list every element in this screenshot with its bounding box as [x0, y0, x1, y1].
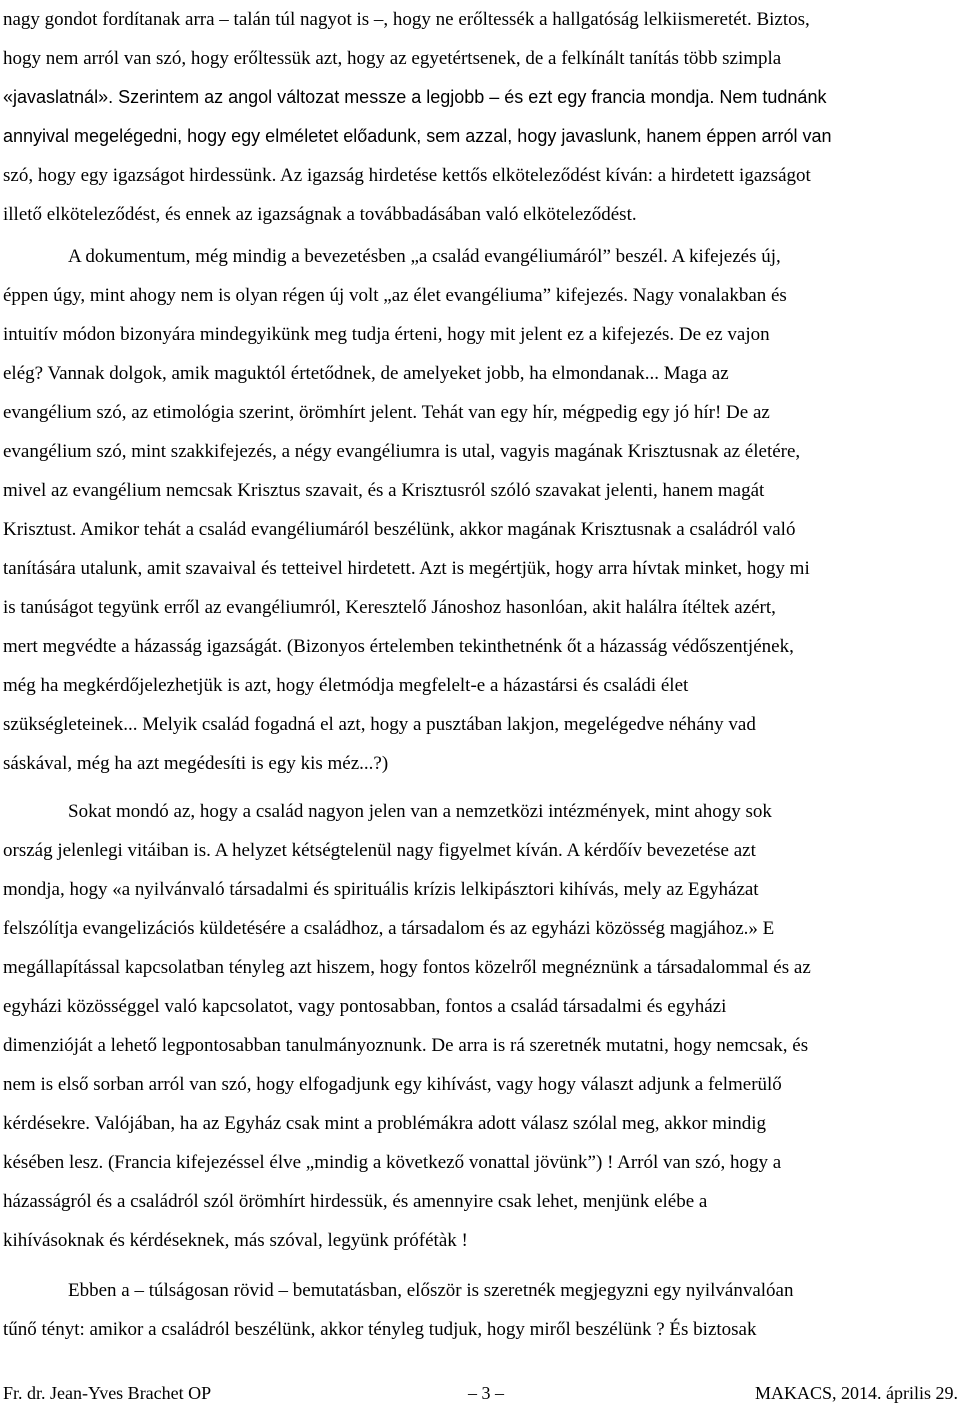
text-line: evangélium szó, mint szakkifejezés, a négy evangéliumra is utal, vagyis magának Krisztusnak az életére,: [3, 441, 801, 462]
text-line: házasságról és a családról szól örömhírt hirdessük, és amennyire csak lehet, menjünk elébe a: [3, 1191, 708, 1212]
footer-author: Fr. dr. Jean-Yves Brachet OP: [3, 1383, 212, 1403]
text-line: késében lesz. (Francia kifejezéssel élve „mindig a következő vonattal jövünk”) ! Arról van szó, hogy a: [3, 1152, 782, 1173]
text-line: kérdésekre. Valójában, ha az Egyház csak mint a problémákra adott válasz szólal meg, akkor mindig: [3, 1113, 767, 1134]
text-line: Ebben a – túlságosan rövid – bemutatásban, először is szeretnék megjegyzni egy nyilvánvalóan: [68, 1280, 794, 1301]
text-line: hogy nem arról van szó, hogy erőltessük azt, hogy az egyetértsenek, de a felkínált tanítás több szimpla: [3, 48, 782, 69]
text-line: megállapítással kapcsolatban tényleg azt hiszem, hogy fontos közelről megnéznünk a társadalommal és az: [3, 957, 811, 978]
text-line: Sokat mondó az, hogy a család nagyon jelen van a nemzetközi intézmények, mint ahogy sok: [68, 801, 772, 822]
text-line: éppen úgy, mint ahogy nem is olyan régen új volt „az élet evangéliuma” kifejezés. Nagy vonalakban és: [3, 285, 787, 306]
text-line: Krisztust. Amikor tehát a család evangéliumáról beszélünk, akkor magának Krisztusnak a családról való: [3, 519, 796, 540]
text-line: mert megvédte a házasság igazságát. (Bizonyos értelemben tekinthetnénk őt a házasság védőszentjének,: [3, 636, 794, 657]
paragraph-2: [3, 237, 958, 783]
page-number: – 3 –: [468, 1383, 504, 1403]
text-line: evangélium szó, az etimológia szerint, örömhírt jelent. Tehát van egy hír, mégpedig egy jó hír! De az: [3, 402, 770, 423]
text-line: mivel az evangélium nemcsak Krisztus szavait, és a Krisztusról szóló szavakat jelenti, hanem magát: [3, 480, 765, 501]
text-line: felszólítja evangelizációs küldetésére a családhoz, a társadalom és az egyházi közösség magjához.» E: [3, 918, 775, 939]
paragraph-4: [3, 1271, 958, 1349]
paragraph-3: [3, 792, 958, 1260]
text-line: szükségleteinek... Melyik család fogadná el azt, hogy a pusztában lakjon, megelégedve néhány vad: [3, 714, 756, 735]
text-line: nagy gondot fordítanak arra – talán túl nagyot is –, hogy ne erőltessék a hallgatóság lelkiismeretét. Biztos,: [3, 9, 810, 30]
text-line: A dokumentum, még mindig a bevezetésben „a család evangéliumáról” beszél. A kifejezés új,: [68, 246, 781, 267]
text-line: ország jelenlegi vitáiban is. A helyzet kétségtelenül nagy figyelmet kíván. A kérdőív bevezetése azt: [3, 840, 756, 861]
paragraph-1: [3, 0, 958, 234]
text-line: szó, hogy egy igazságot hirdessünk. Az igazság hirdetése kettős elköteleződést kíván: a hirdetett igazságot: [3, 165, 811, 186]
text-line: nem is első sorban arról van szó, hogy elfogadjunk egy kihívást, vagy hogy választ adjunk a felmerülő: [3, 1074, 782, 1095]
text-line: tanítására utalunk, amit szavaival és tetteivel hirdetett. Azt is megértjük, hogy arra hívtak minket, hogy mi: [3, 558, 810, 579]
text-line: mondja, hogy «a nyilvánvaló társadalmi és spirituális krízis lelkipásztori kihívás, mely az Egyházat: [3, 879, 759, 900]
text-line: is tanúságot tegyünk erről az evangéliumról, Keresztelő Jánoshoz hasonlóan, akit halálra ítéltek azért,: [3, 597, 776, 618]
text-line: dimenzióját a lehető legpontosabban tanulmányoznunk. De arra is rá szeretnék mutatni, hogy nemcsak, és: [3, 1035, 809, 1056]
text-line: tűnő tényt: amikor a családról beszélünk, akkor tényleg tudjuk, hogy miről beszélünk ? És biztosak: [3, 1319, 757, 1340]
text-line: elég? Vannak dolgok, amik maguktól értetődnek, de amelyeket jobb, ha elmondanak... Maga az: [3, 363, 729, 384]
text-line: egyházi közösséggel való kapcsolatot, vagy pontosabban, fontos a család társadalmi és egyházi: [3, 996, 727, 1017]
text-line: még ha megkérdőjelezhetjük is azt, hogy életmódja megfelelt-e a házastársi és családi élet: [3, 675, 689, 696]
text-line: «javaslatnál». Szerintem az angol változat messze a legjobb – és ezt egy francia mondja. Nem tudnánk: [3, 87, 827, 107]
text-line: annyival megelégedni, hogy egy elméletet előadunk, sem azzal, hogy javaslunk, hanem éppen arról van: [3, 126, 832, 146]
text-line: illető elköteleződést, és ennek az igazságnak a továbbadásában való elköteleződést.: [3, 204, 637, 225]
text-line: sáskával, még ha azt megédesíti is egy kis méz...?): [3, 753, 389, 774]
page-footer: [3, 1382, 958, 1404]
text-line: kihívásoknak és kérdéseknek, más szóval, legyünk prófétàk !: [3, 1230, 468, 1251]
text-line: intuitív módon bizonyára mindegyikünk meg tudja érteni, hogy mit jelent ez a kifejezés. De ez vajon: [3, 324, 770, 345]
footer-event: MAKACS, 2014. április 29.: [754, 1383, 958, 1403]
